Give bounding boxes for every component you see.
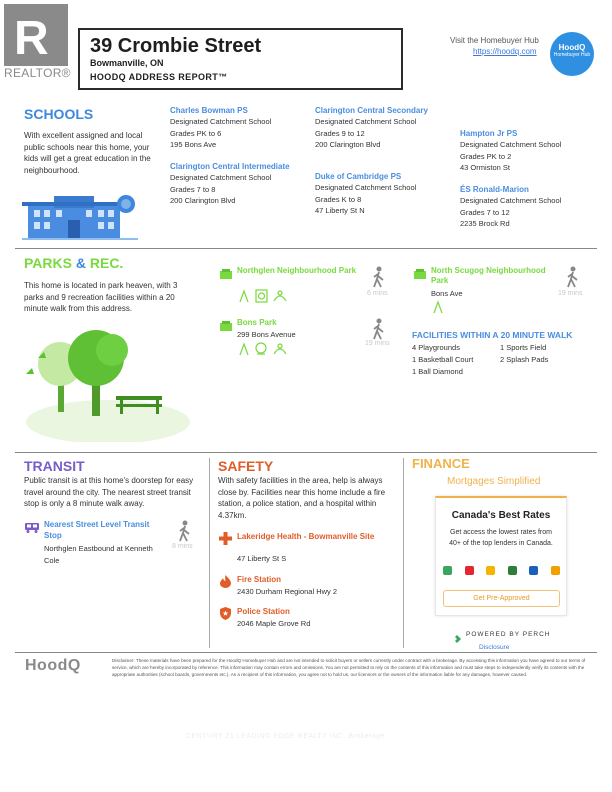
perch-icon xyxy=(453,630,461,648)
facility-item: 1 Sports Field xyxy=(500,343,547,352)
walk-time: 19 mins xyxy=(558,290,583,297)
park-facility-icons xyxy=(238,289,290,308)
lender-logo-icon xyxy=(529,566,538,575)
hub-link[interactable]: https://hoodq.com xyxy=(473,47,537,56)
school-address: 200 Clarington Blvd xyxy=(170,196,236,205)
parks-description: This home is located in park heaven, with 3 parks and 9 recreation facilities within a 20 minute walk from this address. xyxy=(24,281,178,313)
lender-logo-icon xyxy=(508,566,517,575)
hub-text: Visit the Homebuyer Hub xyxy=(450,36,539,45)
divider xyxy=(403,458,404,648)
powered-by-perch: POWERED BY PERCH xyxy=(466,631,551,638)
lender-logo-icon xyxy=(486,566,495,575)
finance-subtitle: Mortgages Simplified xyxy=(447,476,541,487)
parks-title xyxy=(24,255,123,271)
school-name[interactable]: Charles Bowman PS xyxy=(170,106,248,115)
school-name[interactable]: Duke of Cambridge PS xyxy=(315,172,402,181)
school-item xyxy=(460,129,600,174)
page-title: 39 Crombie Street xyxy=(90,35,262,57)
divider xyxy=(209,458,210,648)
lender-logo-icon xyxy=(465,566,474,575)
police-icon xyxy=(220,607,231,625)
report-label: HOODQ ADDRESS REPORT™ xyxy=(90,72,228,82)
hospital-name[interactable]: Lakeridge Health - Bowmanville Site xyxy=(237,532,375,541)
park-facility-icons xyxy=(238,342,290,361)
transit-stop-label[interactable]: Nearest Street Level Transit Stop xyxy=(44,520,150,540)
bus-icon xyxy=(25,520,39,538)
lender-logo-icon xyxy=(443,566,452,575)
hub-badge-sub: Homebuyer Hub xyxy=(553,52,591,58)
svg-text:R: R xyxy=(14,12,49,65)
school-grades: Grades PK to 6 xyxy=(170,128,222,138)
facility-item: 4 Playgrounds xyxy=(412,343,460,352)
park-name[interactable]: Northglen Neighbourhood Park xyxy=(237,266,357,275)
school-grades: Grades 9 to 12 xyxy=(315,128,365,138)
school-address: 47 Liberty St N xyxy=(315,206,365,215)
hub-badge-title: HoodQ xyxy=(558,43,586,52)
safety-title: SAFETY xyxy=(218,458,274,474)
park-trees-illustration xyxy=(20,318,192,447)
lender-logo-icon xyxy=(551,566,560,575)
parks-title-amp: & xyxy=(75,255,86,271)
finance-title: FINANCE xyxy=(412,456,470,471)
fire-icon xyxy=(220,575,231,593)
schools-description: With excellent assigned and local public schools near this home, your kids will get a great education in the neighbourhood. xyxy=(24,131,151,175)
safety-description: With safety facilities in the area, help is always close by. Facilities near this home include a fire station, a police station, and a hospital within 4.37km. xyxy=(218,476,386,520)
realtor-logo xyxy=(4,4,68,66)
divider xyxy=(15,452,597,453)
school-building-illustration xyxy=(22,190,138,247)
park-name[interactable]: Bons Park xyxy=(237,318,277,327)
hospital-icon xyxy=(219,532,232,550)
school-address: 200 Clarington Blvd xyxy=(315,140,381,149)
walk-time: 6 mins xyxy=(367,290,388,297)
divider xyxy=(15,652,597,653)
homebuyer-hub-badge[interactable] xyxy=(550,32,594,76)
facility-item: 1 Basketball Court xyxy=(412,355,474,364)
walk-icon xyxy=(566,266,580,293)
walk-time: 8 mins xyxy=(172,543,193,550)
realtor-logo-text: REALTOR® xyxy=(4,66,71,80)
get-pre-approved-button[interactable]: Get Pre-Approved xyxy=(443,590,560,607)
school-item xyxy=(170,162,290,207)
disclaimer-text: Disclaimer: These materials have been prepared for the HoodQ Homebuyer Hub and are not intended to solicit buyers or sellers currently under contract with a brokerage. By accessing this information you have agreed to our terms of service, which are hereby incorporated by reference. This information may contain errors and omissions. You are not permitted to rely on the contents of this information and must take steps to independently verify its contents with the appropriate authorities (school boards, governments etc.). As a recipient of this information, you agree not to hold us, our licensors or the owners of the information liable for any damages, however caused. xyxy=(112,658,586,677)
fire-station-name[interactable]: Fire Station xyxy=(237,575,282,584)
school-name[interactable]: Clarington Central Secondary xyxy=(315,106,428,115)
park-name[interactable]: North Scugog Neighbourhood Park xyxy=(431,266,546,285)
school-name[interactable]: Hampton Jr PS xyxy=(460,129,518,138)
schools-title: SCHOOLS xyxy=(24,106,94,122)
parks-title-a: PARKS xyxy=(24,255,72,271)
school-address: 2235 Brock Rd xyxy=(460,219,510,228)
park-icon-pin xyxy=(220,318,232,336)
transit-description: Public transit is at this home's doorstep for easy travel around the city. The nearest street transit stop is only a 8 minute walk away. xyxy=(24,476,194,508)
park-address: 299 Bons Avenue xyxy=(237,330,296,339)
school-type: Designated Catchment School xyxy=(315,117,417,126)
school-address: 195 Bons Ave xyxy=(170,140,217,149)
card-title: Canada's Best Rates xyxy=(451,510,551,521)
facility-item: 1 Ball Diamond xyxy=(412,367,463,376)
facility-item: 2 Splash Pads xyxy=(500,355,549,364)
school-type: Designated Catchment School xyxy=(170,173,272,182)
brokerage-watermark: CENTURY 21 LEADING EDGE REALTY INC. Brokerage xyxy=(186,733,385,740)
card-text: Get access the lowest rates from 40+ of the top lenders in Canada. xyxy=(449,529,553,547)
school-name[interactable]: ÉS Ronald-Marion xyxy=(460,185,529,194)
parks-title-b: REC. xyxy=(89,255,124,271)
school-type: Designated Catchment School xyxy=(460,196,562,205)
school-grades: Grades 7 to 12 xyxy=(460,207,510,217)
transit-stop-name: Northglen Eastbound at Kenneth Cole xyxy=(44,544,153,565)
school-type: Designated Catchment School xyxy=(460,140,562,149)
school-item xyxy=(170,106,310,151)
school-name[interactable]: Clarington Central Intermediate xyxy=(170,162,290,171)
hospital-address: 47 Liberty St S xyxy=(237,554,287,563)
school-type: Designated Catchment School xyxy=(315,183,417,192)
walk-icon xyxy=(372,266,386,293)
city-label: Bowmanville, ON xyxy=(90,58,164,68)
facilities-title: FACILITIES WITHIN A 20 MINUTE WALK xyxy=(412,330,573,340)
school-item xyxy=(315,172,455,217)
lender-logos xyxy=(443,566,560,575)
school-grades: Grades 7 to 8 xyxy=(170,184,216,194)
park-icon-pin xyxy=(414,266,426,284)
fire-station-address: 2430 Durham Regional Hwy 2 xyxy=(237,587,338,596)
police-station-address: 2046 Maple Grove Rd xyxy=(237,619,311,628)
park-icon-pin xyxy=(220,266,232,284)
divider xyxy=(15,248,597,249)
walk-time: 19 mins xyxy=(365,340,390,347)
school-type: Designated Catchment School xyxy=(170,117,272,126)
disclosure-link[interactable]: Disclosure xyxy=(479,644,510,651)
park-facility-icons xyxy=(432,300,444,319)
school-grades: Grades K to 8 xyxy=(315,194,362,204)
transit-title: TRANSIT xyxy=(24,458,85,474)
hoodq-logo: HoodQ xyxy=(25,657,81,674)
police-station-name[interactable]: Police Station xyxy=(237,607,290,616)
school-grades: Grades PK to 2 xyxy=(460,151,512,161)
school-item xyxy=(460,185,600,230)
school-item xyxy=(315,106,435,151)
park-address: Bons Ave xyxy=(431,289,463,298)
school-address: 43 Ormiston St xyxy=(460,163,511,172)
rates-card xyxy=(435,496,567,616)
